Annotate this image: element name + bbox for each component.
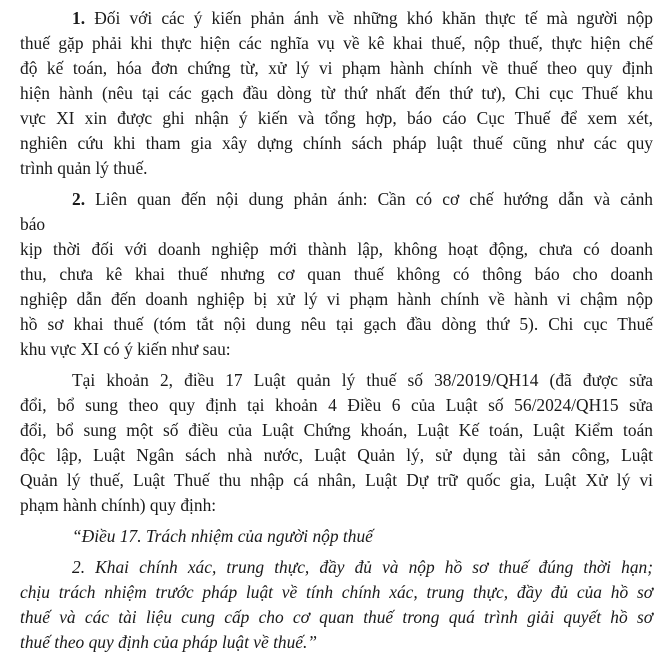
quote-heading [20,524,653,549]
paragraph-2-line-6: hồ sơ khai thuế (tóm tắt nội dung nêu tại gạch đầu dòng thứ 5). Chi cục Thuế [20,314,653,334]
paragraph-2-line-7: khu vực XI có ý kiến như sau: [20,339,231,359]
paragraph-2-line-5: nghiệp dẫn đến doanh nghiệp bị xử lý vi phạm hành chính về hành vi chậm nộp [20,289,653,309]
paragraph-1-line-2: thuế gặp phải khi thực hiện các nghĩa vụ về kê khai thuế, nộp thuế, thực hiện chế [20,33,653,53]
paragraph-2-line-2: báo [20,214,46,234]
paragraph-3-line-3: đổi, bổ sung một số điều của Luật Chứng khoán, Luật Kế toán, Luật Kiểm toán [20,420,653,440]
quote-body [20,555,653,655]
quote-body-line-2: chịu trách nhiệm trước pháp luật về tính chính xác, trung thực, đầy đủ của hồ sơ [20,582,653,602]
quote-heading-text: “Điều 17. Trách nhiệm của người nộp thuế [72,526,373,546]
paragraph-2-number: 2. [72,189,86,209]
quote-body-line-3: thuế và các tài liệu cung cấp cho cơ quan thuế trong quá trình giải quyết hồ sơ [20,607,653,627]
paragraph-3-line-1: Tại khoản 2, điều 17 Luật quản lý thuế số 38/2019/QH14 (đã được sửa [72,370,653,390]
paragraph-3-line-2: đổi, bổ sung theo quy định tại khoản 4 Điều 6 của Luật số 56/2024/QH15 sửa [20,395,653,415]
paragraph-3-line-5: Quản lý thuế, Luật Thuế thu nhập cá nhân, Luật Dự trữ quốc gia, Luật Xử lý vi [20,470,653,490]
paragraph-3-line-6: phạm hành chính) quy định: [20,495,217,515]
paragraph-1 [20,6,653,181]
paragraph-1-line-1 [20,6,653,31]
paragraph-1-line-3: độ kế toán, hóa đơn chứng từ, xử lý vi phạm hành chính về thuế theo quy định [20,58,653,78]
paragraph-2-line-4: thu, chưa kê khai thuế nhưng cơ quan thuế không có thông báo cho doanh [20,264,653,284]
paragraph-2-line-3: kịp thời đối với doanh nghiệp mới thành lập, không hoạt động, chưa có doanh [20,239,653,259]
paragraph-1-line-5: vực XI xin được ghi nhận ý kiến và tổng hợp, báo cáo Cục Thuế để xem xét, [20,108,653,128]
paragraph-2-line-1 [20,187,653,212]
quote-body-line-1: 2. Khai chính xác, trung thực, đầy đủ và nộp hồ sơ thuế đúng thời hạn; [72,557,653,577]
paragraph-1-line-7: trình quản lý thuế. [20,158,148,178]
paragraph-3 [20,368,653,518]
paragraph-1-line-6: nghiên cứu khi tham gia xây dựng chính sách pháp luật thuế cũng như các quy [20,133,653,153]
paragraph-1-line-1-text: Đối với các ý kiến phản ánh về những khó khăn thực tế mà người nộp [94,8,654,28]
paragraph-2-line-1-text: Liên quan đến nội dung phản ánh: Cần có cơ chế hướng dẫn và cảnh [95,189,653,209]
quote-body-line-4: thuế theo quy định của pháp luật về thuế.” [20,632,318,652]
paragraph-1-number: 1. [72,8,86,28]
paragraph-3-line-4: độc lập, Luật Ngân sách nhà nước, Luật Quản lý, sử dụng tài sản công, Luật [20,445,653,465]
paragraph-2 [20,187,653,362]
paragraph-1-line-4: hiện hành (nêu tại các gạch đầu dòng từ thứ nhất đến thứ tư), Chi cục Thuế khu [20,83,653,103]
